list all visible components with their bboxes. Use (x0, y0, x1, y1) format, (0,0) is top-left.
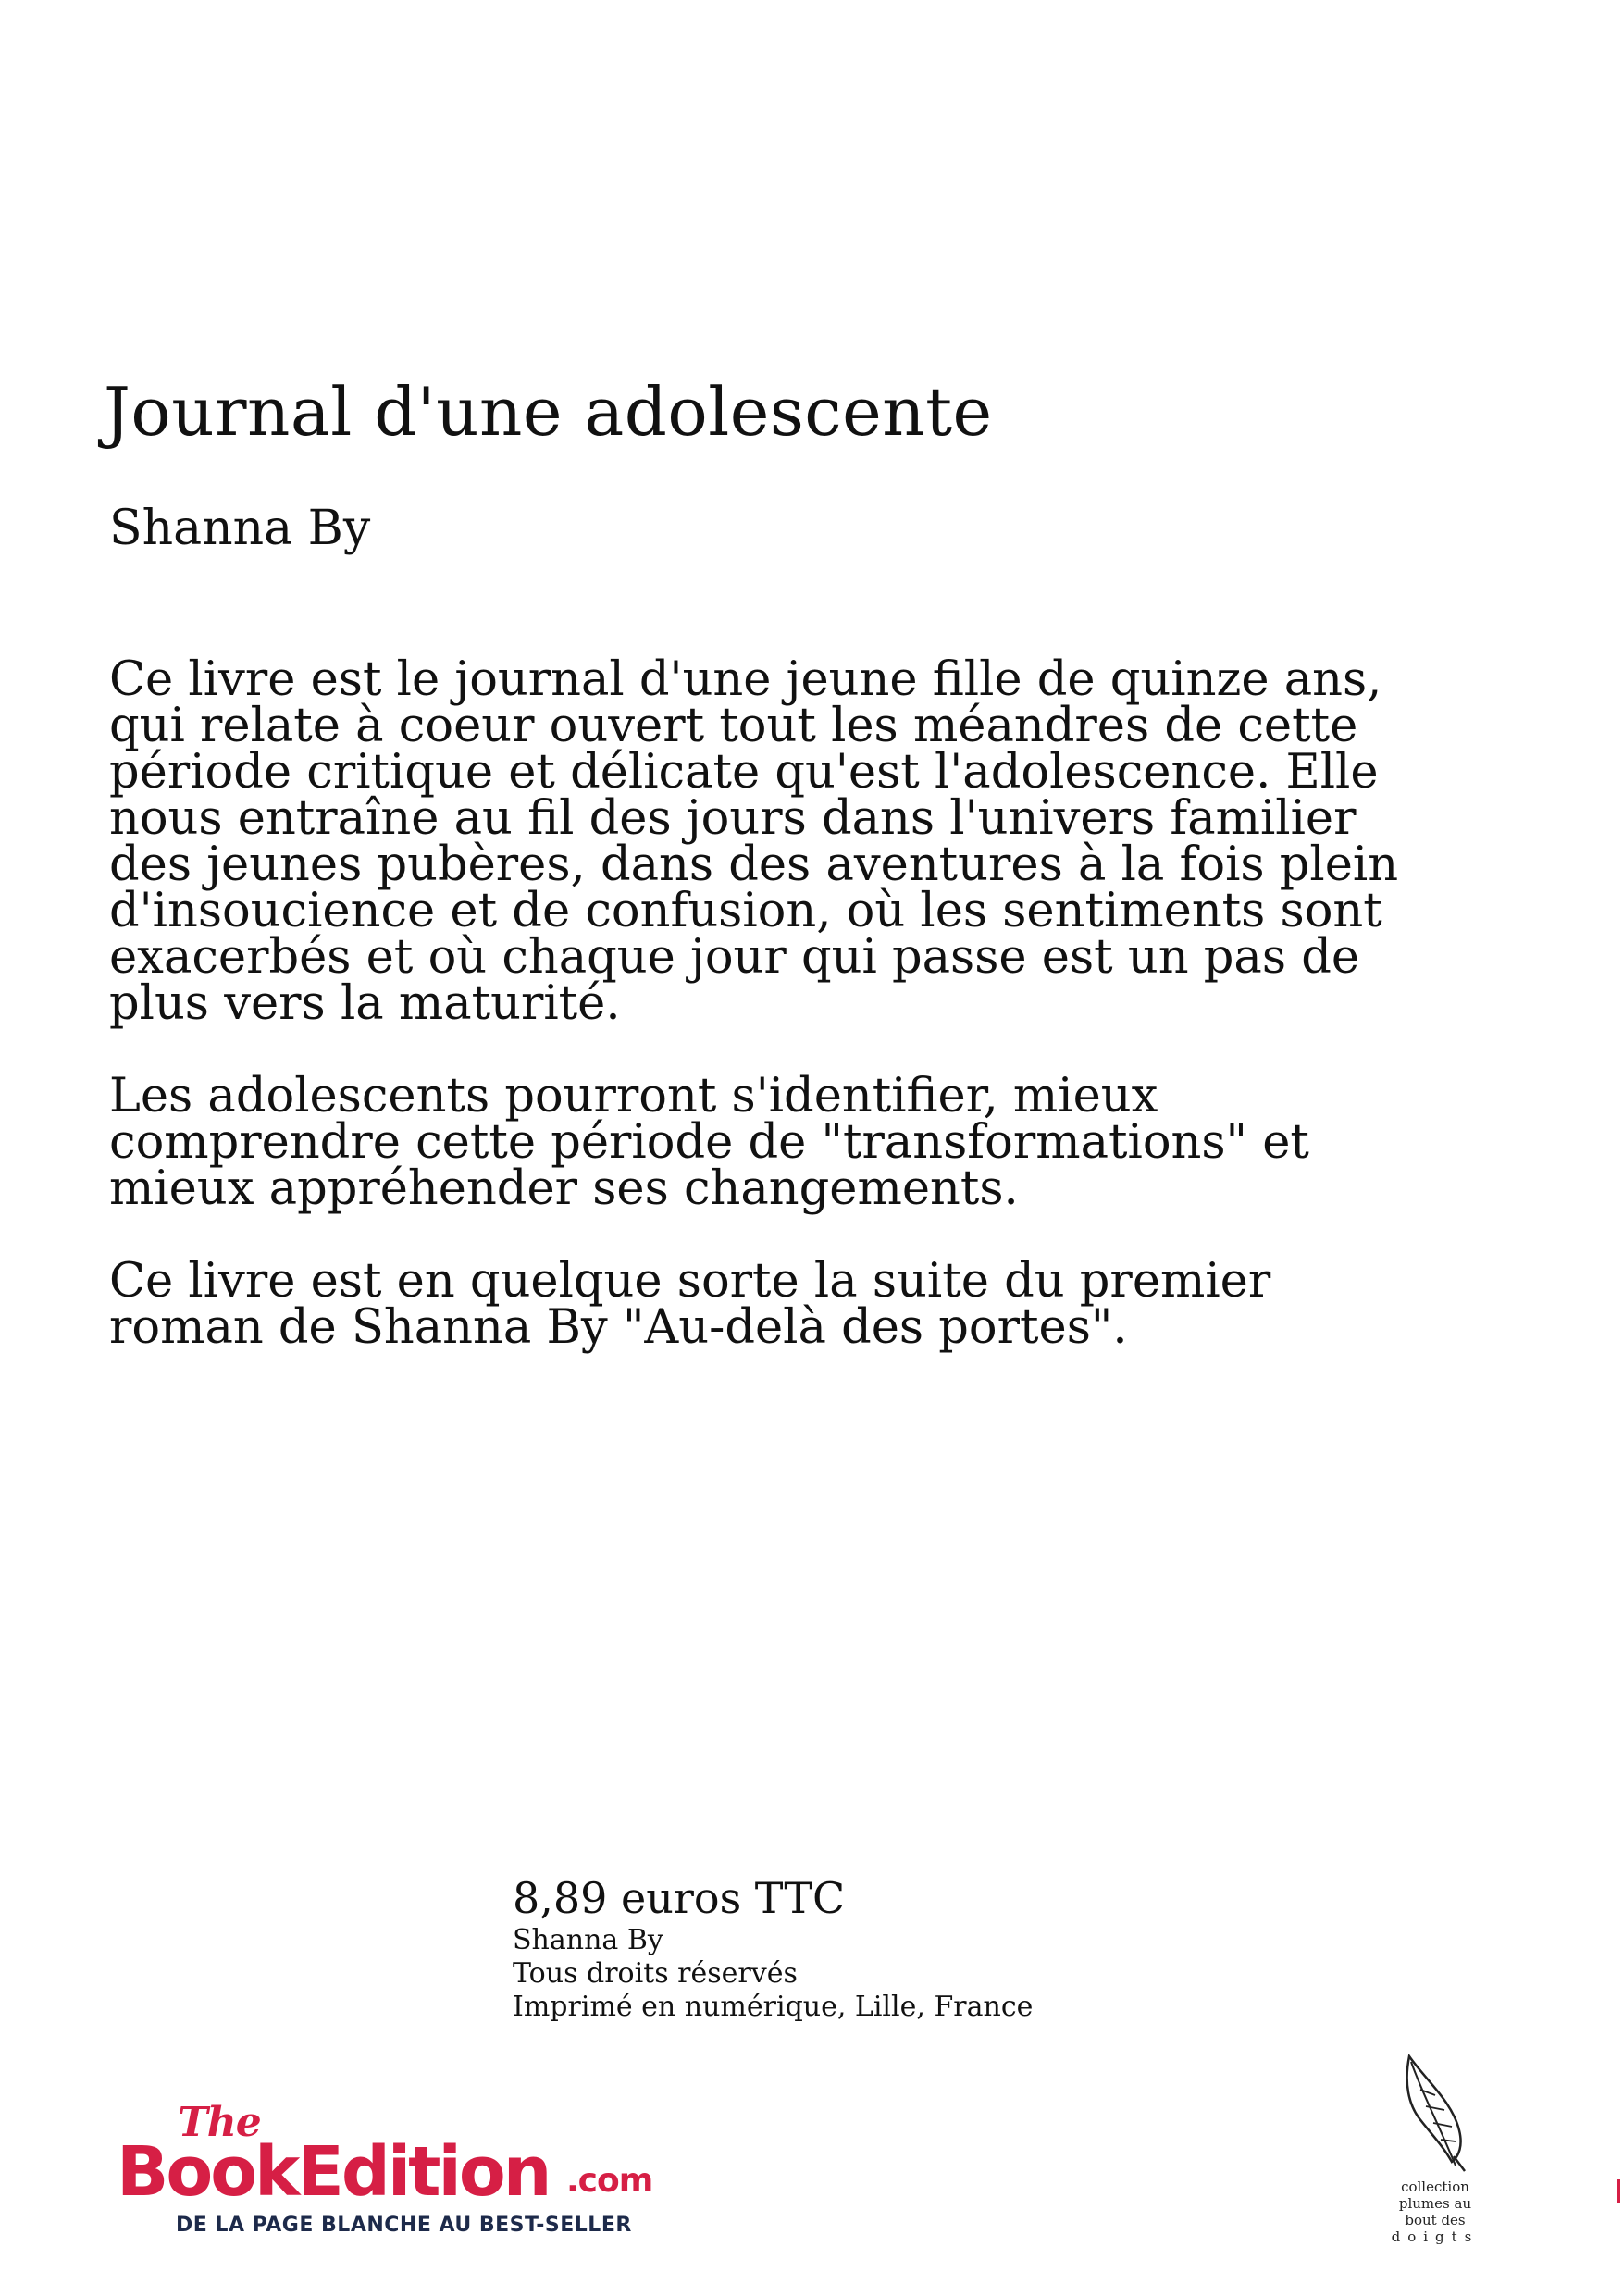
collection-label: plumes au (1398, 2195, 1472, 2212)
rights-notice: Tous droits réservés (513, 1957, 798, 1990)
blurb-paragraph: Ce livre est en quelque sorte la suite du premier roman de Shanna By "Au-delà des portes". (109, 1254, 1271, 1355)
collection-label: bout des (1405, 2212, 1466, 2228)
price-label: 8,89 euros TTC (513, 1873, 846, 1923)
blurb-paragraph: Ce livre est le journal d'une jeune fille de quinze ans, qui relate à coeur ouvert tout les méandres de cette période critique et délicate qu'est l'adolescence. Elle nous entraîne au fil des jours dans l'univers familier des jeunes pubères, dans des aventures à la fois plein d'insoucience et de confusion, où les sentiments sont exacerbés et où chaque jour qui passe est un pas de plus vers la maturité. (109, 652, 1399, 1031)
book-author: Shanna By (109, 501, 371, 556)
collection-mark (1384, 2053, 1486, 2245)
printing-notice: Imprimé en numérique, Lille, France (513, 1991, 1034, 2023)
collection-label: collection (1401, 2178, 1469, 2195)
book-title: Journal d'une adolescente (104, 373, 993, 451)
logo-wordmark: BookEdition (117, 2132, 550, 2212)
collection-label: doigts (1391, 2228, 1480, 2245)
logo-tagline: DE LA PAGE BLANCHE AU BEST-SELLER (176, 2214, 632, 2237)
crop-mark (1617, 2179, 1620, 2203)
imprint-block (513, 1872, 1033, 2024)
logo-the-text: The (178, 2099, 261, 2146)
imprint-author: Shanna By (513, 1924, 663, 1956)
publisher-logo (117, 2099, 653, 2238)
back-cover-blurb (109, 652, 1423, 1397)
blurb-paragraph: Les adolescents pourront s'identifier, mieux comprendre cette période de "transformations" et mieux appréhender ses changements. (109, 1069, 1309, 1216)
feather-quill-icon (1398, 2053, 1472, 2173)
logo-domain: .com (566, 2162, 653, 2200)
